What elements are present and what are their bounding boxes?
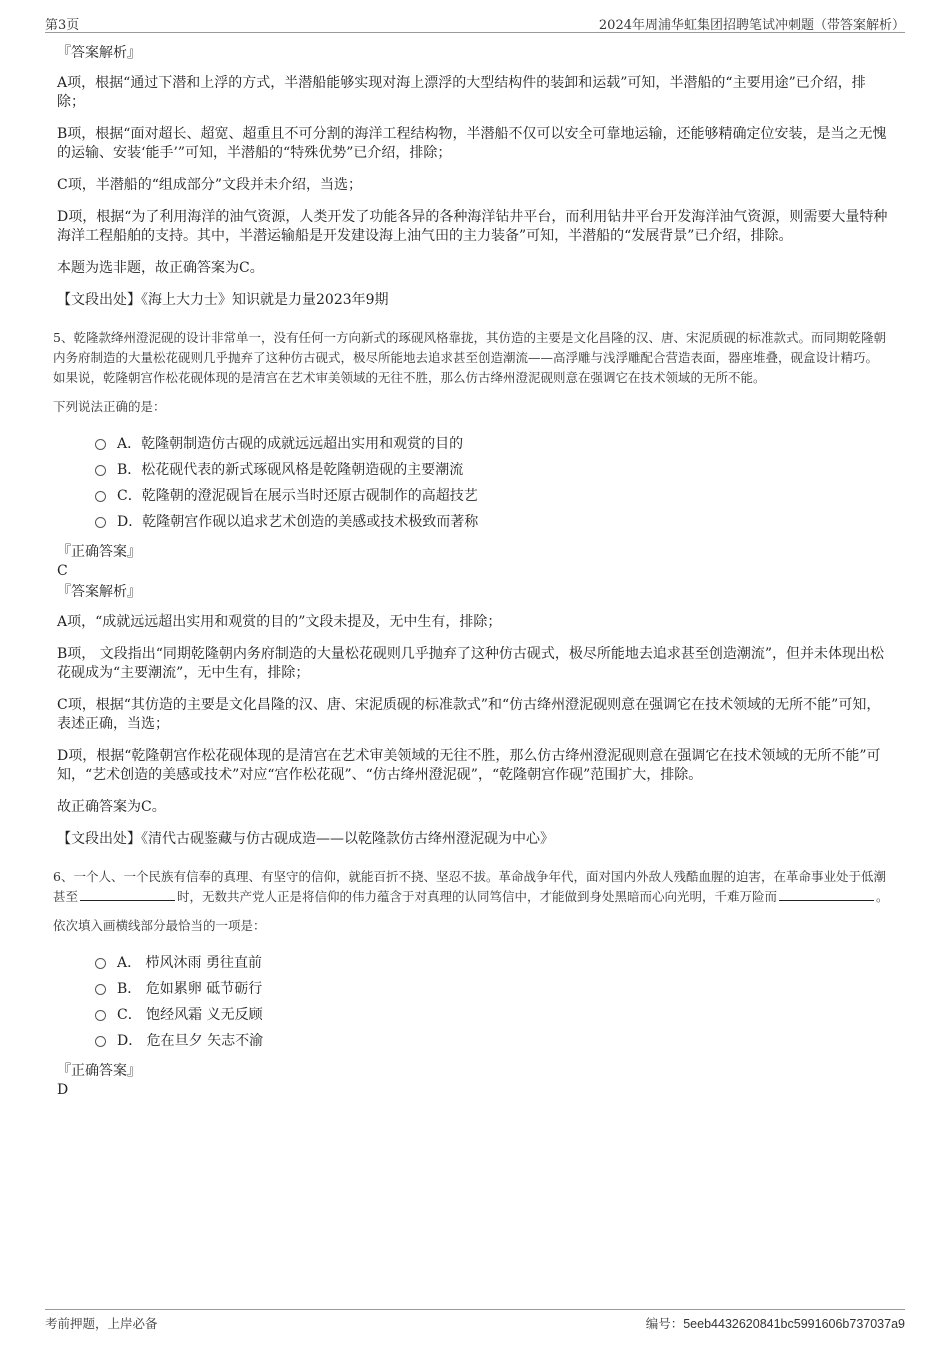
document-title: 2024年周浦华虹集团招聘笔试冲刺题（带答案解析）: [598, 18, 905, 33]
q6-text-1: 6、一个人、一个民族有信奉的真理、有坚守的信仰，就能百折不挠、坚忍不拔。革命战争年代，面对国内外敌人残酷血腥的迫害，在革命事业处于低潮甚至: [53, 869, 886, 904]
option-label: A．乾隆朝制造仿古砚的成就远远超出实用和观赏的目的: [117, 436, 464, 452]
q6-option-b[interactable]: [95, 976, 890, 1002]
q6-option-c[interactable]: [95, 1002, 890, 1028]
q4-analysis-d: D项，根据“为了利用海洋的油气资源，人类开发了功能各异的各种海洋钻井平台，而利用钻井平台开发海洋油气资源，则需要大量特种海洋工程船舶的支持。其中，半潜运输船是开发建设海上油气田的主力装备”可知，半潜船的“发展背景”已介绍，排除。: [57, 209, 888, 244]
q6-prompt: 依次填入画横线部分最恰当的一项是：: [53, 918, 266, 933]
q5-conclusion: 故正确答案为C。: [57, 799, 166, 815]
radio-icon[interactable]: [95, 984, 106, 995]
q4-conclusion: 本题为选非题，故正确答案为C。: [57, 260, 264, 276]
q5-answer: C: [57, 563, 68, 579]
radio-icon[interactable]: [95, 439, 106, 450]
option-label: A． 栉风沐雨 勇往直前: [117, 955, 263, 971]
page-header: [45, 12, 905, 33]
q5-analysis-d: D项，根据“乾隆朝宫作松花砚体现的是清宫在艺术审美领域的无往不胜，那么仿古绛州澄泥砚则意在强调它在技术领域的无所不能”可知，“艺术创造的美感或技术”对应“宫作松花砚”、“仿古绛州澄泥砚”，“乾隆朝宫作砚”范围扩大，排除。: [57, 748, 881, 783]
q5-answer-title: 『正确答案』: [57, 544, 141, 560]
q6-answer-title: 『正确答案』: [57, 1063, 141, 1079]
option-label: B． 危如累卵 砥节砺行: [117, 981, 263, 997]
q6-option-d[interactable]: [95, 1028, 890, 1054]
q5-source: 【文段出处】《清代古砚鉴藏与仿古砚成造——以乾隆款仿古绛州澄泥砚为中心》: [57, 831, 554, 847]
code-value: 5eeb4432620841bc5991606b737037a9: [683, 1317, 905, 1331]
option-label: D．乾隆朝宫作砚以追求艺术创造的美感或技术极致而著称: [117, 514, 479, 530]
q6-options: [95, 950, 890, 1054]
document-code: [646, 1314, 905, 1332]
radio-icon[interactable]: [95, 491, 106, 502]
radio-icon[interactable]: [95, 1036, 106, 1047]
q5-analysis-b: B项， 文段指出“同期乾隆朝内务府制造的大量松花砚则几乎抛弃了这种仿古砚式，极尽所能地去追求甚至创造潮流”，但并未体现出松花砚成为“主要潮流”，无中生有，排除；: [57, 646, 885, 681]
q4-analysis-a: A项，根据“通过下潜和上浮的方式，半潜船能够实现对海上漂浮的大型结构件的装卸和运载”可知，半潜船的“主要用途”已介绍，排除；: [57, 75, 866, 110]
radio-icon[interactable]: [95, 517, 106, 528]
q6-option-a[interactable]: [95, 950, 890, 976]
blank-line: [80, 887, 175, 901]
page-footer: [45, 1309, 905, 1334]
q5-prompt: 下列说法正确的是：: [53, 399, 166, 414]
option-label: C． 饱经风霜 义无反顾: [117, 1007, 263, 1023]
option-label: D． 危在旦夕 矢志不渝: [117, 1033, 264, 1049]
code-label: 编号：: [645, 1316, 684, 1331]
radio-icon[interactable]: [95, 958, 106, 969]
q5-option-b[interactable]: [95, 457, 890, 483]
q4-analysis-b: B项，根据“面对超长、超宽、超重且不可分割的海洋工程结构物，半潜船不仅可以安全可靠地运输，还能够精确定位安装，是当之无愧的运输、安装‘能手’”可知，半潜船的“特殊优势”已介绍，排除；: [57, 126, 887, 161]
radio-icon[interactable]: [95, 1010, 106, 1021]
q6-question: [53, 867, 890, 907]
radio-icon[interactable]: [95, 465, 106, 476]
q4-source: 【文段出处】《海上大力士》知识就是力量2023年9期: [57, 292, 389, 308]
q5-option-c[interactable]: [95, 483, 890, 509]
q5-analysis-c: C项，根据“其仿造的主要是文化昌隆的汉、唐、宋泥质砚的标准款式”和“仿古绛州澄泥砚则意在强调它在技术领域的无所不能”可知，表述正确，当选；: [57, 697, 881, 732]
q4-analysis-c: C项，半潜船的“组成部分”文段并未介绍，当选；: [57, 177, 363, 193]
q4-analysis-title: 『答案解析』: [57, 45, 141, 61]
q6-text-2: 时，无数共产党人正是将信仰的伟力蕴含于对真理的认同笃信中，才能做到身处黑暗而心向光明，千难万险而: [177, 889, 778, 904]
page-content: [53, 44, 890, 1102]
q6-text-3: 。: [876, 889, 889, 904]
option-label: B．松花砚代表的新式琢砚风格是乾隆朝造砚的主要潮流: [117, 462, 464, 478]
q5-options: [95, 431, 890, 535]
q5-analysis-title: 『答案解析』: [57, 584, 141, 600]
blank-line: [779, 887, 874, 901]
q5-analysis-a: A项，“成就远远超出实用和观赏的目的”文段未提及，无中生有，排除；: [57, 614, 502, 630]
q6-answer: D: [57, 1082, 69, 1098]
option-label: C．乾隆朝的澄泥砚旨在展示当时还原古砚制作的高超技艺: [117, 488, 478, 504]
q5-question: 5、乾隆款绛州澄泥砚的设计非常单一，没有任何一方向新式的琢砚风格靠拢，其仿造的主要是文化昌隆的汉、唐、宋泥质砚的标准款式。而同期乾隆朝内务府制造的大量松花砚则几乎抛弃了这种仿古砚式，极尽所能地去追求甚至创造潮流——高浮雕与浅浮雕配合营造表面，器座堆叠，砚盒设计精巧。如果说，乾隆朝宫作松花砚体现的是清宫在艺术审美领域的无往不胜，那么仿古绛州澄泥砚则意在强调它在技术领域的无所不能。: [53, 330, 886, 385]
page-number: 第3页: [45, 18, 80, 33]
q5-option-a[interactable]: [95, 431, 890, 457]
footer-slogan: 考前押题，上岸必备: [45, 1316, 158, 1331]
q5-option-d[interactable]: [95, 509, 890, 535]
